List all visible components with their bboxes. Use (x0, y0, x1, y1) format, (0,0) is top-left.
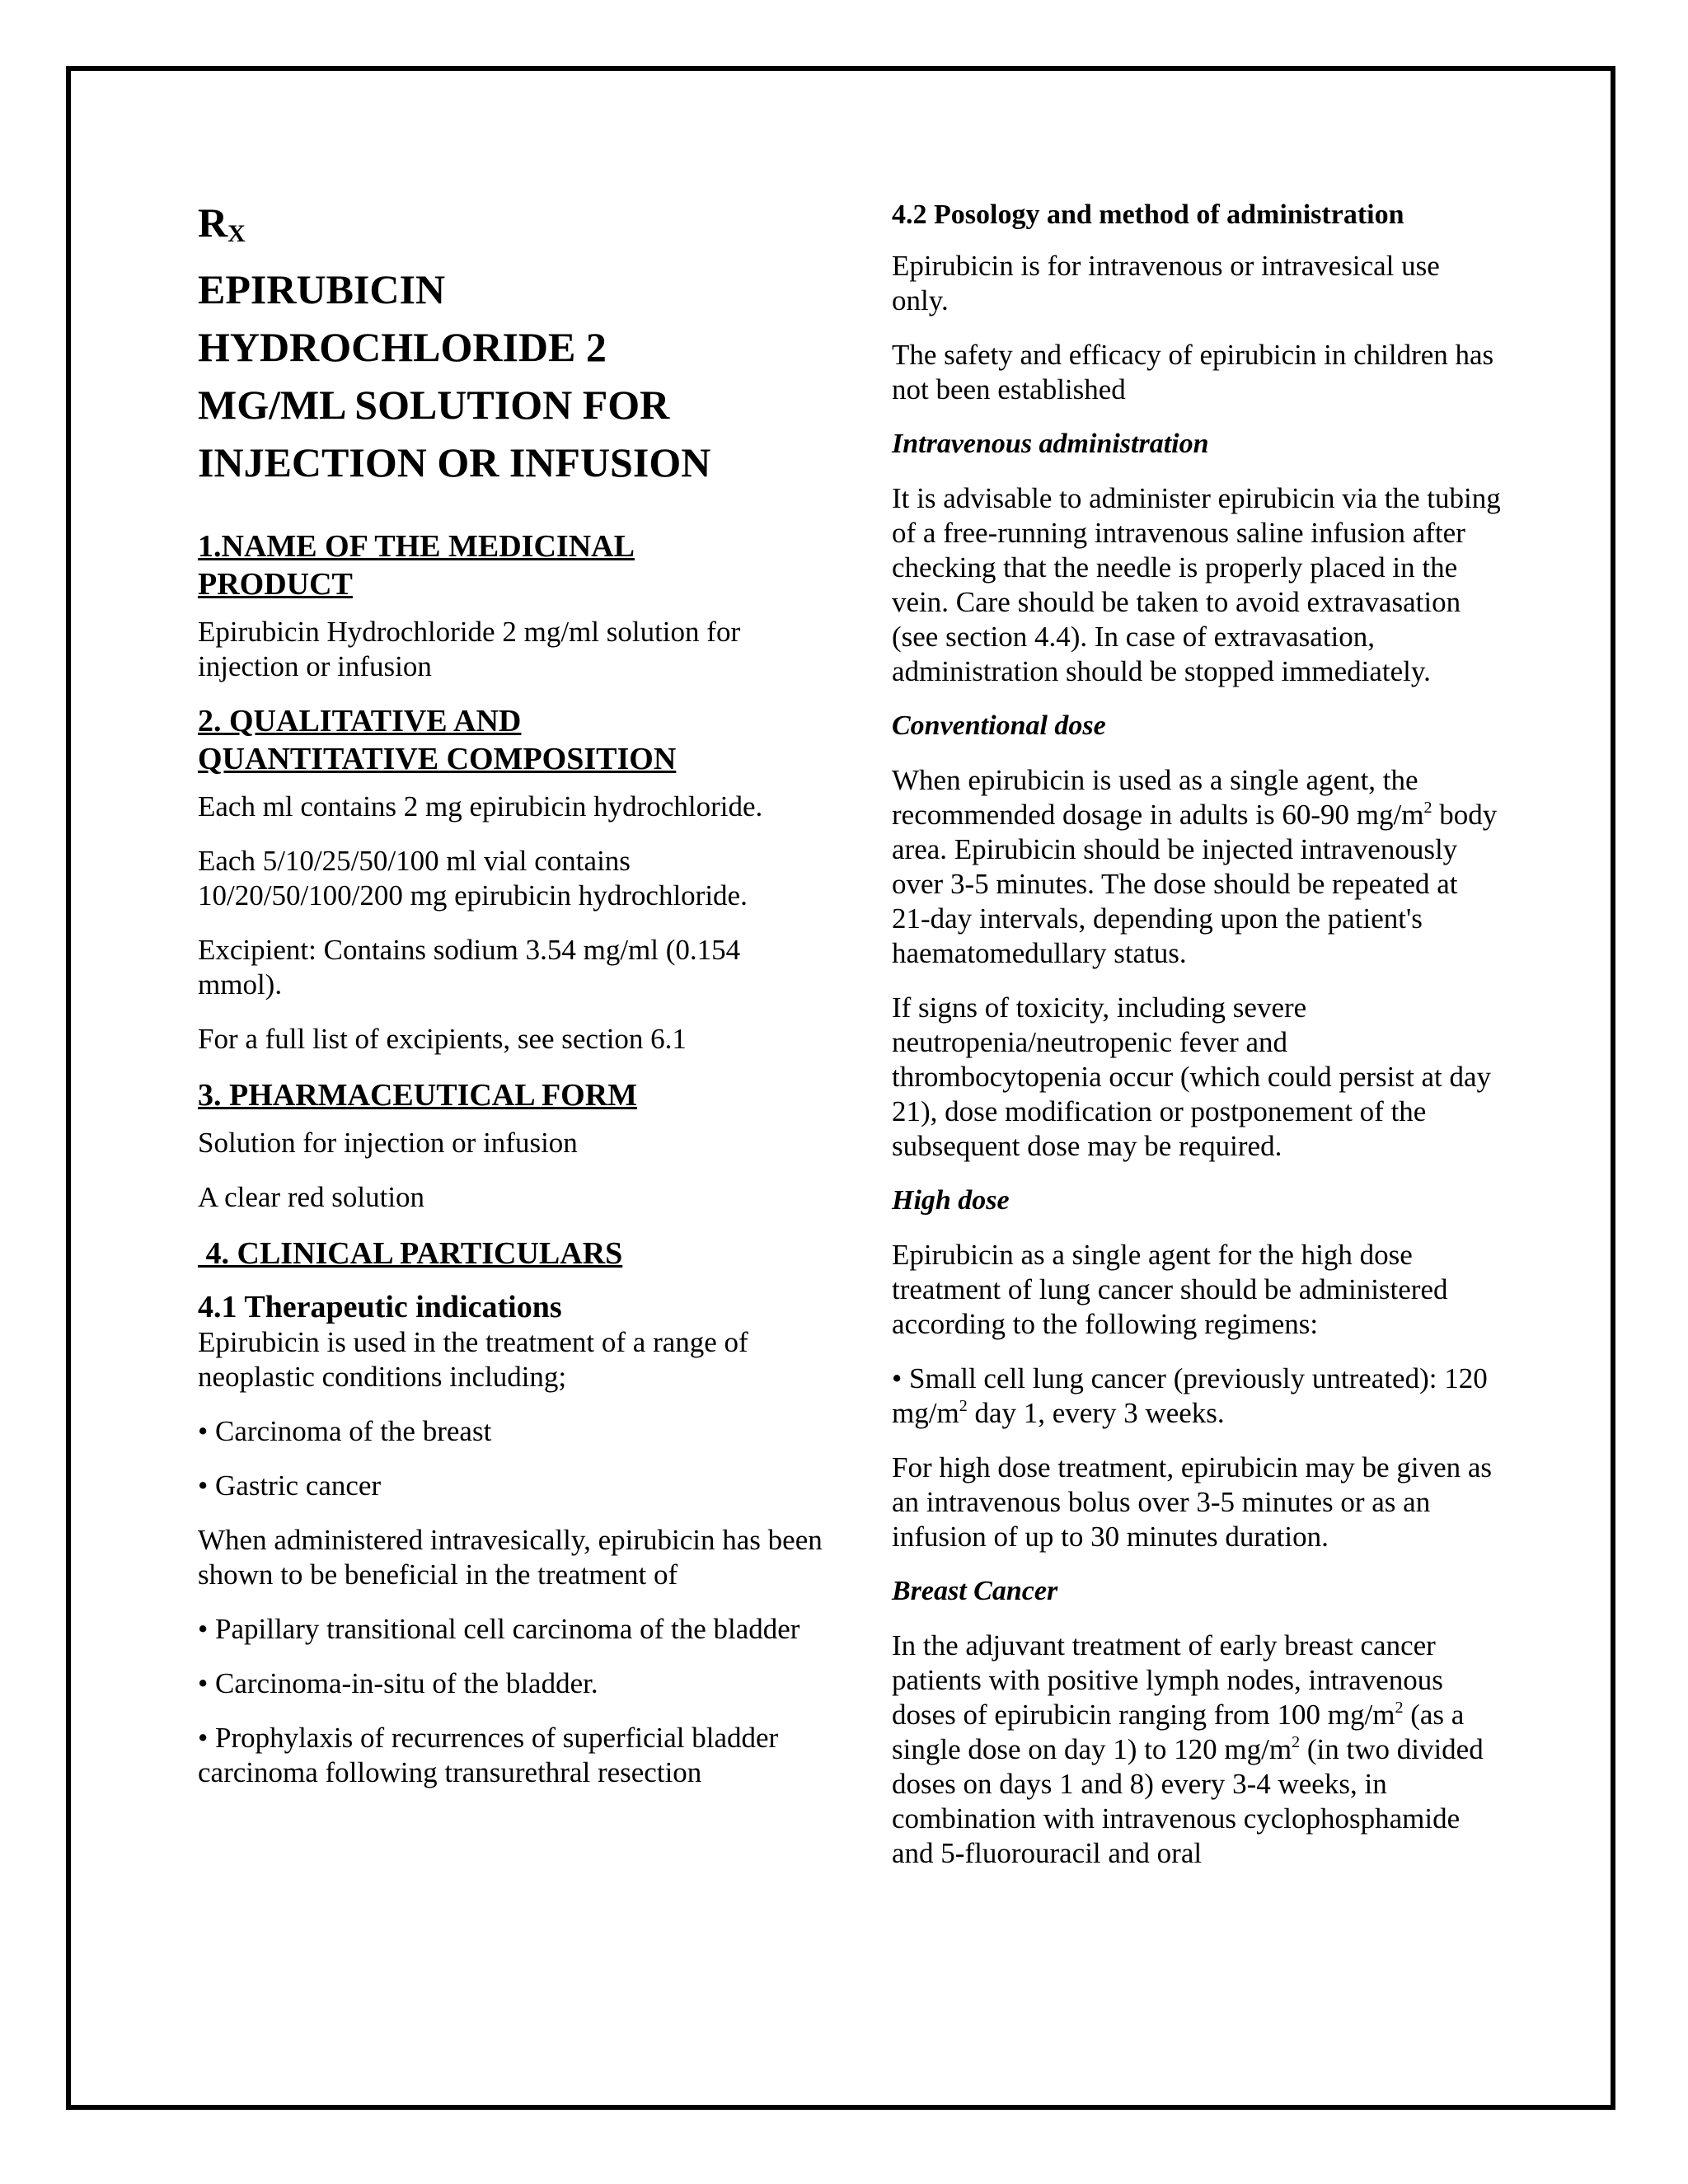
high-dose-paragraph: Epirubicin as a single agent for the high dose treatment of lung cancer should be administered according to the following regimens: (892, 1239, 1448, 1340)
bullet-item: • Prophylaxis of recurrences of superficial bladder carcinoma following transurethral resection (198, 1722, 779, 1788)
intravenous-paragraph: It is advisable to administer epirubicin via the tubing of a free-running intravenous saline infusion after checking that the needle is properly placed in the vein. Care should be taken to avoid extravasation (see section 4.4). In case of extravasation, administration should be stopped immediately. (892, 482, 1501, 687)
section-2-heading: 2. QUALITATIVE AND QUANTITATIVE COMPOSITION (198, 704, 677, 776)
section-3-heading: 3. PHARMACEUTICAL FORM (198, 1078, 638, 1113)
posology-paragraph: Epirubicin is for intravenous or intravesical use only. (892, 250, 1440, 316)
section-4-1-paragraph: When administered intravesically, epirubicin has been shown to be beneficial in the treatment of (198, 1524, 823, 1591)
section-1-text: Epirubicin Hydrochloride 2 mg/ml solution for injection or infusion (198, 616, 741, 682)
breast-cancer-heading: Breast Cancer (892, 1576, 1058, 1606)
rx-symbol: $R_X$ (198, 199, 246, 247)
bullet-item: • Small cell lung cancer (previously untreated): 120 $mg/m^2$ day 1, every 3 weeks. (892, 1362, 1488, 1429)
section-3-paragraph: A clear red solution (198, 1181, 425, 1213)
section-2-paragraph: For a full list of excipients, see section 6.1 (198, 1023, 687, 1055)
section-4-1-paragraph: Epirubicin is used in the treatment of a range of neoplastic conditions including; (198, 1326, 748, 1393)
breast-cancer-paragraph: In the adjuvant treatment of early breast cancer patients with positive lymph nodes, intravenous doses of epirubicin ranging from 100 $mg/m^2$ (as a single dose on day 1) to 120 $mg/m^2$ (in two divided doses on days 1 and 8) every 3-4 weeks, in combination with intravenous cyclophosphamide and 5-fluorouracil and oral (892, 1629, 1484, 1869)
section-2-paragraph: Each ml contains 2 mg epirubicin hydrochloride. (198, 790, 763, 823)
product-title: EPIRUBICIN HYDROCHLORIDE 2 MG/ML SOLUTION FOR INJECTION OR INFUSION (198, 266, 711, 485)
posology-paragraph: The safety and efficacy of epirubicin in children has not been established (892, 339, 1494, 405)
bullet-item: • Carcinoma of the breast (198, 1415, 492, 1447)
section-2-paragraph: Each 5/10/25/50/100 ml vial contains 10/20/50/100/200 mg epirubicin hydrochloride. (198, 845, 748, 912)
section-3-paragraph: Solution for injection or infusion (198, 1127, 578, 1159)
intravenous-heading: Intravenous administration (892, 429, 1209, 459)
bullet-item: • Papillary transitional cell carcinoma of the bladder (198, 1613, 800, 1645)
section-4-heading: 4. CLINICAL PARTICULARS (198, 1236, 623, 1271)
section-4-1-heading: 4.1 Therapeutic indications (198, 1290, 562, 1324)
conventional-dose-heading: Conventional dose (892, 710, 1106, 741)
conventional-dose-paragraph: When epirubicin is used as a single agent, the recommended dosage in adults is 60-90 $mg/m^2$ body area. Epirubicin should be injected intravenously over 3-5 minutes. The dose should be repeated at 21-day intervals, depending upon the patient's haematomedullary status. (892, 764, 1498, 969)
section-1-heading: 1.NAME OF THE MEDICINAL PRODUCT (198, 529, 635, 602)
high-dose-heading: High dose (892, 1185, 1010, 1216)
left-column (198, 198, 824, 1790)
bullet-item: • Carcinoma-in-situ of the bladder. (198, 1667, 598, 1699)
right-column (892, 198, 1502, 1871)
conventional-dose-paragraph: If signs of toxicity, including severe neutropenia/neutropenic fever and thrombocytopenia occur (which could persist at day 21), dose modification or postponement of the subsequent dose may be required. (892, 991, 1492, 1162)
bullet-item: • Gastric cancer (198, 1469, 382, 1502)
high-dose-paragraph: For high dose treatment, epirubicin may be given as an intravenous bolus over 3-5 minutes or as an infusion of up to 30 minutes duration. (892, 1451, 1493, 1553)
section-2-paragraph: Excipient: Contains sodium 3.54 mg/ml (0.154 mmol). (198, 934, 741, 1001)
section-4-2-heading: 4.2 Posology and method of administration (892, 199, 1404, 230)
